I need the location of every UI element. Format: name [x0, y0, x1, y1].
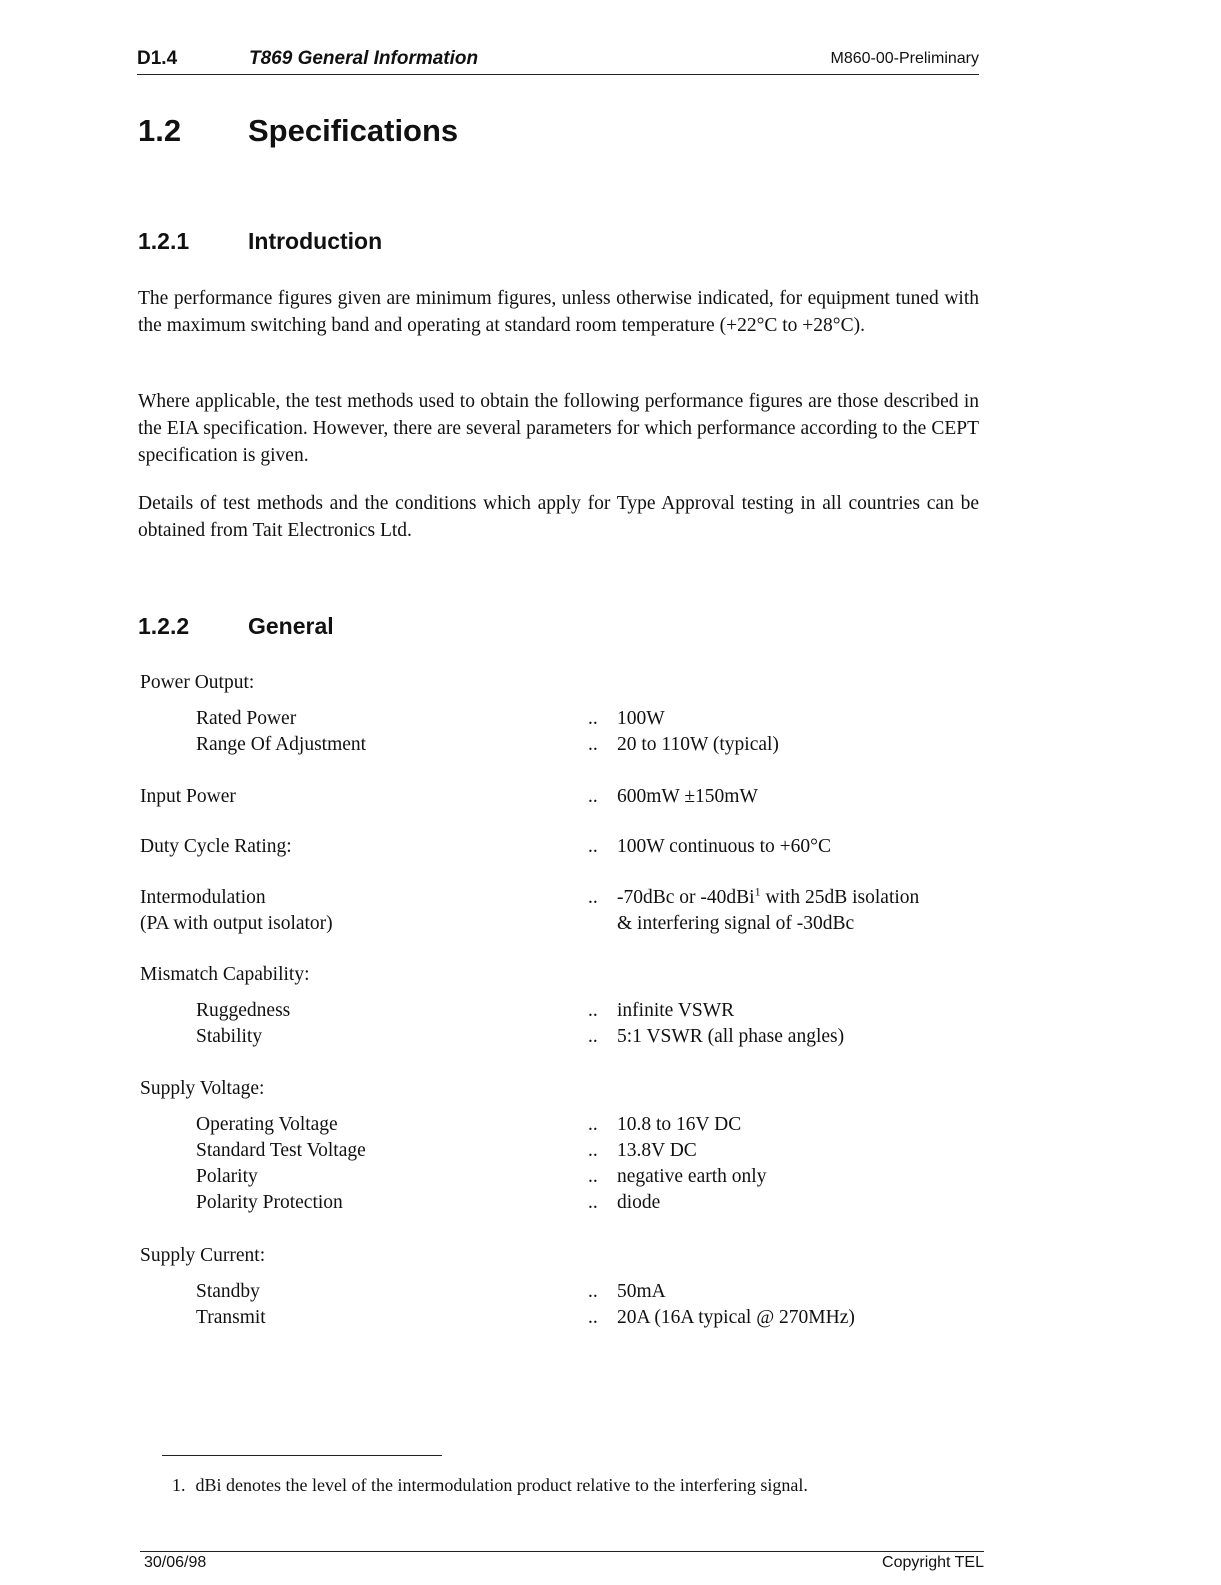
intro-paragraph-2: Where applicable, the test methods used to obtain the following performance figures are those described in the EIA specification. However, there are several parameters for which performance according to the CEPT specification is given.: [138, 391, 979, 466]
spec-row-intermodulation: [140, 885, 980, 911]
spec-label: Transmit: [196, 1307, 266, 1328]
spec-row-rated-power: [140, 706, 980, 732]
spec-label: Intermodulation: [140, 887, 266, 908]
spec-value: 20A (16A typical @ 270MHz): [617, 1307, 855, 1328]
spec-row-range-of-adjustment: [140, 732, 980, 758]
spec-label: Operating Voltage: [196, 1114, 338, 1135]
spec-label: Standard Test Voltage: [196, 1140, 366, 1161]
spec-separator: ..: [588, 786, 598, 807]
spec-label: Ruggedness: [196, 1000, 291, 1021]
spec-separator: ..: [588, 1026, 598, 1047]
spec-duty-cycle: [140, 834, 980, 860]
spec-separator: ..: [588, 836, 598, 857]
spec-separator: ..: [588, 1166, 598, 1187]
header-section-number: D1.4: [137, 48, 178, 69]
spec-value: 5:1 VSWR (all phase angles): [617, 1026, 845, 1047]
spec-value: 13.8V DC: [617, 1140, 697, 1161]
spec-label: Supply Current:: [140, 1245, 266, 1266]
spec-value: 600mW ±150mW: [617, 786, 758, 807]
spec-row-intermodulation-cont: [140, 911, 980, 937]
spec-supply-current-items: [140, 1279, 980, 1331]
spec-group-label: [140, 962, 980, 988]
spec-row-standard-test-voltage: [140, 1138, 980, 1164]
spec-value: diode: [617, 1192, 661, 1213]
spec-row-stability: [140, 1024, 980, 1050]
spec-separator: ..: [588, 1307, 598, 1328]
spec-label: Range Of Adjustment: [196, 734, 367, 755]
spec-label: (PA with output isolator): [140, 913, 333, 934]
spec-label: Mismatch Capability:: [140, 964, 310, 985]
spec-separator: ..: [588, 1114, 598, 1135]
header-document-ref: M860-00-Preliminary: [830, 50, 979, 67]
spec-row-operating-voltage: [140, 1112, 980, 1138]
spec-group-label: [140, 670, 980, 696]
spec-separator: ..: [588, 1000, 598, 1021]
spec-row-polarity-protection: [140, 1190, 980, 1216]
spec-input-power: [140, 784, 980, 810]
spec-label: Supply Voltage:: [140, 1078, 265, 1099]
intro-paragraph-1: The performance figures given are minimum figures, unless otherwise indicated, for equipment tuned with the maximum switching band and operating at standard room temperature (+22°C to +28°C).: [138, 288, 979, 336]
spec-label: Input Power: [140, 786, 236, 807]
page-footer: [140, 1551, 984, 1585]
spec-group-label: [140, 1243, 980, 1269]
spec-value: [617, 885, 919, 911]
spec-group-label: [140, 1076, 980, 1102]
spec-row-duty-cycle: [140, 834, 980, 860]
spec-separator: ..: [588, 887, 598, 908]
spec-row-standby: [140, 1279, 980, 1305]
spec-label: Polarity Protection: [196, 1192, 343, 1213]
spec-supply-voltage: [140, 1076, 980, 1102]
spec-row-transmit: [140, 1305, 980, 1331]
spec-row-ruggedness: [140, 998, 980, 1024]
spec-value: 10.8 to 16V DC: [617, 1114, 742, 1135]
spec-value-part: with 25dB isolation: [760, 887, 920, 908]
spec-mismatch: [140, 962, 980, 988]
spec-value: 50mA: [617, 1281, 666, 1302]
spec-row-polarity: [140, 1164, 980, 1190]
spec-value: & interfering signal of -30dBc: [617, 913, 855, 934]
spec-power-output-items: [140, 706, 980, 758]
footer-date: 30/06/98: [144, 1554, 207, 1571]
spec-mismatch-items: [140, 998, 980, 1050]
page-header: [137, 46, 979, 75]
introduction-heading-number: 1.2.1: [138, 228, 190, 254]
footnote-text: dBi denotes the level of the intermodulation product relative to the interfering signal.: [195, 1475, 808, 1495]
introduction-heading: [138, 228, 638, 258]
footnote-number: 1.: [172, 1475, 186, 1495]
spec-separator: ..: [588, 1140, 598, 1161]
spec-value: negative earth only: [617, 1166, 767, 1187]
spec-row-input-power: [140, 784, 980, 810]
footnote: [172, 1473, 808, 1497]
spec-label: Polarity: [196, 1166, 258, 1187]
spec-label: Power Output:: [140, 672, 255, 693]
section-heading-number: 1.2: [138, 113, 182, 148]
section-heading-title: Specifications: [248, 113, 459, 148]
spec-value: 100W: [617, 708, 665, 729]
spec-value: 100W continuous to +60°C: [617, 836, 831, 857]
footer-copyright: Copyright TEL: [882, 1554, 984, 1571]
intro-paragraph-3: Details of test methods and the conditions which apply for Type Approval testing in all countries can be obtained from Tait Electronics Ltd.: [138, 493, 979, 541]
spec-label: Standby: [196, 1281, 260, 1302]
spec-label: Rated Power: [196, 708, 297, 729]
footnote-divider: [162, 1455, 442, 1456]
spec-value-part: -70dBc or -40dBi: [617, 887, 755, 908]
spec-power-output: [140, 670, 980, 696]
spec-supply-current: [140, 1243, 980, 1269]
spec-separator: ..: [588, 1281, 598, 1302]
introduction-heading-title: Introduction: [248, 228, 383, 254]
spec-separator: ..: [588, 708, 598, 729]
spec-label: Duty Cycle Rating:: [140, 836, 292, 857]
general-heading-title: General: [248, 613, 334, 639]
header-document-title: T869 General Information: [249, 48, 479, 69]
spec-separator: ..: [588, 734, 598, 755]
footnote-reference: 1: [754, 884, 761, 899]
general-heading: [138, 613, 638, 643]
spec-separator: ..: [588, 1192, 598, 1213]
spec-intermodulation: [140, 885, 980, 937]
general-heading-number: 1.2.2: [138, 613, 190, 639]
spec-value: infinite VSWR: [617, 1000, 735, 1021]
spec-value: 20 to 110W (typical): [617, 734, 779, 755]
spec-label: Stability: [196, 1026, 263, 1047]
spec-supply-voltage-items: [140, 1112, 980, 1216]
